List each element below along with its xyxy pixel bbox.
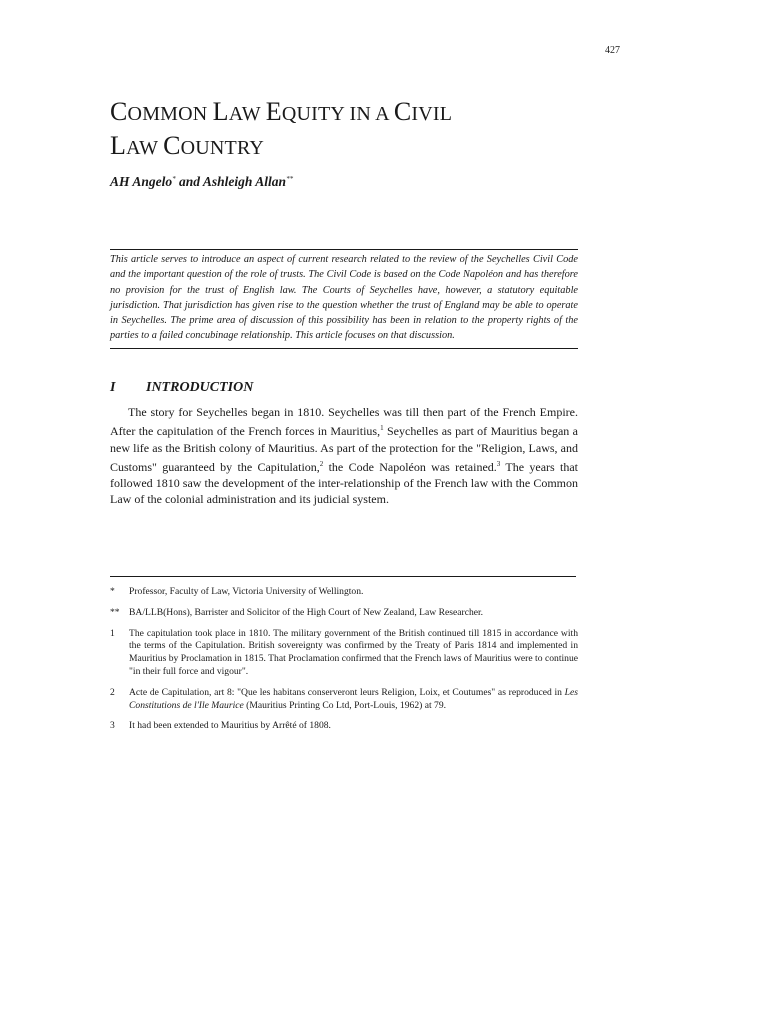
footnotes: [110, 586, 578, 741]
footnote-ref: 2: [319, 459, 324, 468]
footnote-mark: *: [110, 586, 115, 597]
footnote-text: Acte de Capitulation, art 8: "Que les habitans conserveront leurs Religion, Loix, et Coutumes" as reproduced in Les Constitutions de l'Ile Maurice (Mauritius Printing Co Ltd, Port-Louis, 1962) at 79.: [129, 686, 578, 711]
title-line-2: LAW COUNTRY: [110, 131, 265, 160]
footnote: [110, 628, 578, 679]
abstract: This article serves to introduce an aspect of current research related to the review of the Seychelles Civil Code and the important question of the role of trusts. The Civil Code is based on the Code Napoléon and has therefore no provision for the trust of English law. The Courts of Seychelles have, however, a statutory equitable jurisdiction. That jurisdiction has given rise to the question whether the trust of England may be able to operate in Seychelles. The prime area of discussion of this possibility has been in relation to the property rights of the parties to a failed concubinage relationship. This article focuses on that discussion.: [110, 249, 578, 349]
footnote: [110, 687, 578, 713]
footnote-text: It had been extended to Mauritius by Arrêté of 1808.: [129, 720, 331, 732]
author-line: [110, 174, 293, 190]
footnote-mark: 3: [110, 720, 115, 732]
title-line-1: COMMON LAW EQUITY IN A CIVIL: [110, 97, 453, 126]
footnote-ref: 3: [496, 459, 501, 468]
footnote: [110, 720, 578, 733]
section-title: INTRODUCTION: [146, 380, 254, 395]
footnote-text: The capitulation took place in 1810. The military government of the British continued till 1815 in accordance with the terms of the Capitulation. British sovereignty was confirmed by the Treaty of Paris 1814 and implemented in Mauritius by Proclamation in 1815. That Proclamation confirmed that the French laws of Mauritius were to continue "in their full force and vigour".: [129, 627, 578, 677]
author-footnote-mark: **: [286, 175, 294, 183]
footnote-text: BA/LLB(Hons), Barrister and Solicitor of the High Court of New Zealand, Law Researcher.: [129, 606, 484, 618]
author-name: and Ashleigh Allan: [175, 174, 287, 189]
author-footnote-mark: *: [172, 175, 176, 183]
page-number: 427: [605, 45, 620, 56]
footnote: [110, 607, 578, 620]
section-number: I: [110, 380, 116, 395]
footnote-mark: 2: [110, 686, 115, 698]
section-heading: [110, 380, 253, 396]
article-title: [110, 96, 580, 164]
footnote-ref: 1: [380, 424, 384, 433]
cited-title: Les Constitutions de l'Ile Maurice: [129, 686, 578, 711]
footnote-mark: **: [110, 606, 120, 618]
footnote: [110, 586, 578, 599]
footnote-text: Professor, Faculty of Law, Victoria University of Wellington.: [129, 586, 364, 597]
footnote-divider: [110, 576, 576, 577]
author-name: AH Angelo: [110, 174, 173, 189]
footnote-mark: 1: [110, 627, 115, 639]
body-paragraph: The story for Seychelles began in 1810. Seychelles was till then part of the French Empire. After the capitulation of the French forces in Mauritius,$^1$ Seychelles as part of Mauritius began a new life as the British colony of Mauritius. As part of the protection for the "Religion, Laws, and Customs" guaranteed by the Capitulation,$^2$ the Code Napoléon was retained.$^3$ The years that followed 1810 saw the development of the inter-relationship of the French law with the Common Law of the colonial administration and its judicial system.: [110, 405, 579, 507]
